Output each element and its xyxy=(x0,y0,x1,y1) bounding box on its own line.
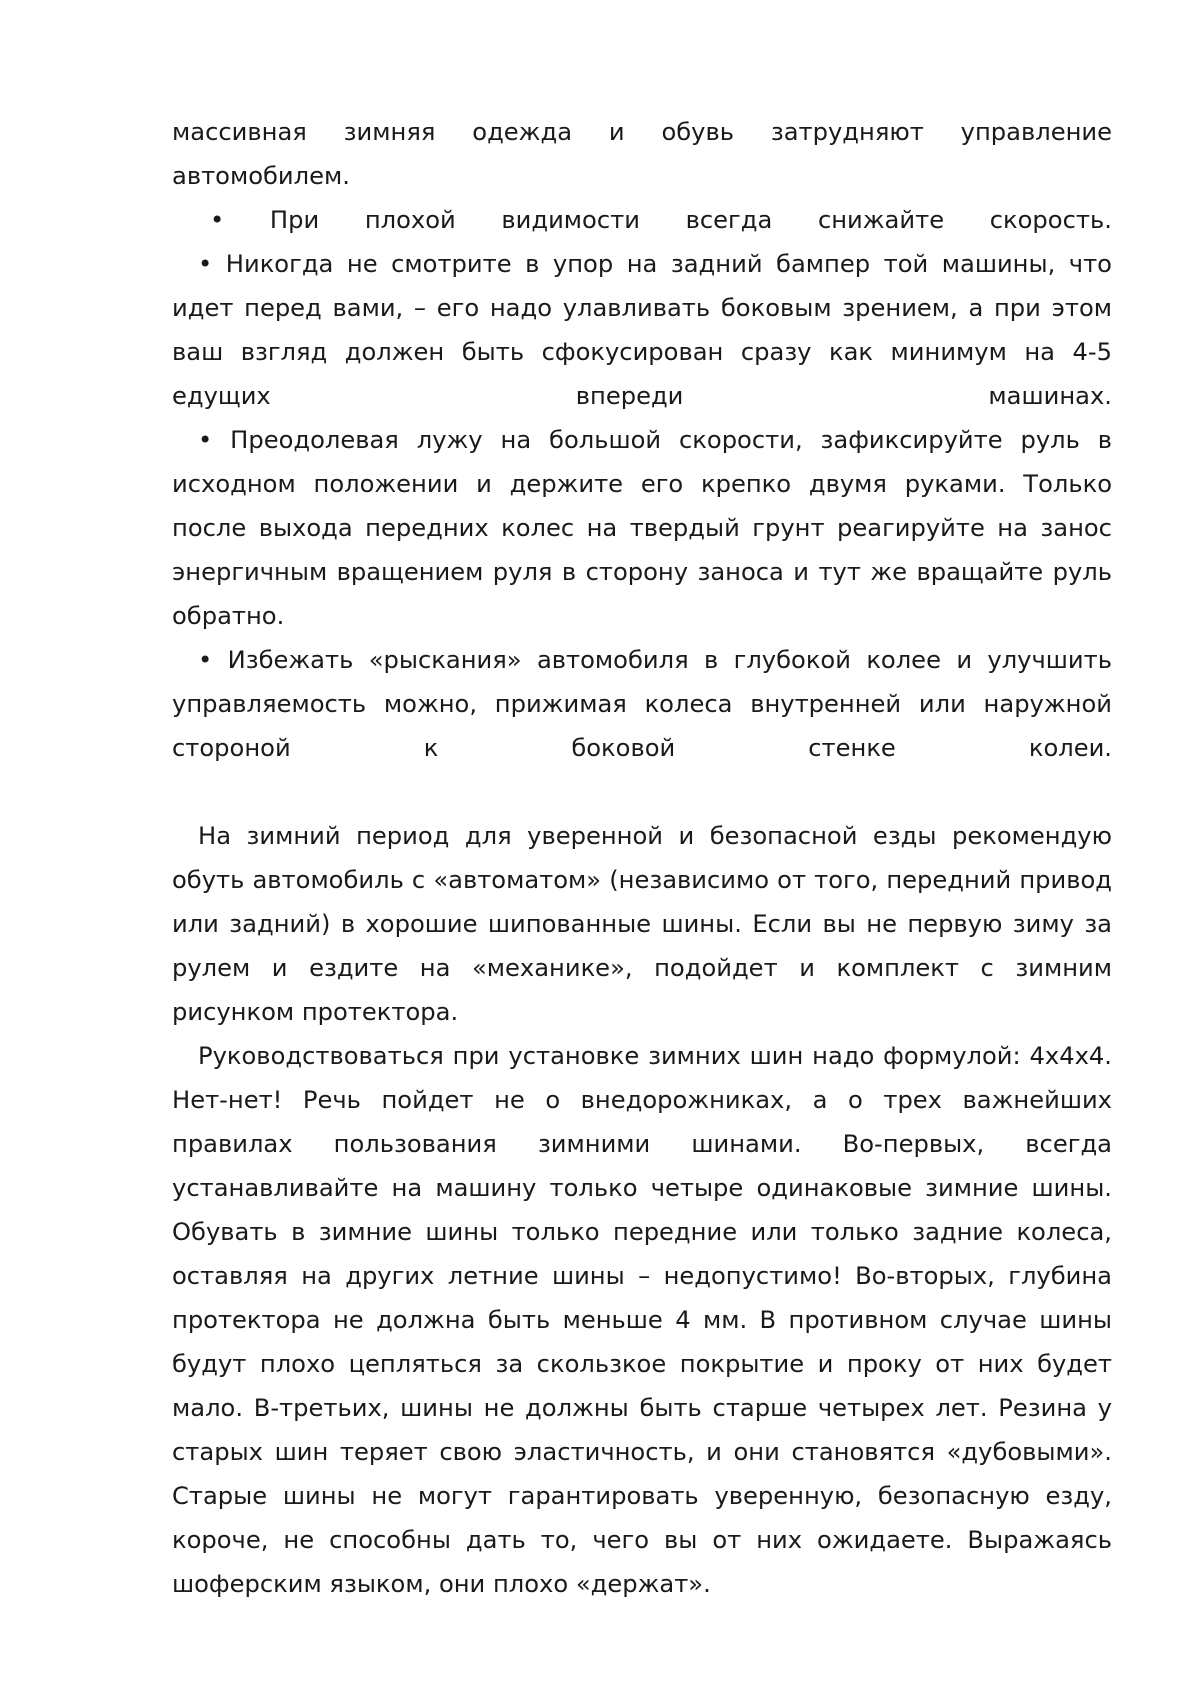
bullet-word: видимости xyxy=(501,206,640,234)
bullet-item-visibility xyxy=(172,198,1112,242)
bullet-word: плохой xyxy=(364,206,456,234)
bullet-word: скорость. xyxy=(989,206,1112,234)
bullet-word: При xyxy=(269,206,320,234)
bullet-marker: • xyxy=(210,206,225,234)
bullet-word: всегда xyxy=(685,206,773,234)
intro-line: массивная зимняя одежда и обувь затрудняют управление автомобилем. xyxy=(172,118,1112,190)
bullet-word: снижайте xyxy=(817,206,945,234)
bullet-item-rut: • Избежать «рыскания» автомобиля в глубокой колее и улучшить управляемость можно, прижимая колеса внутренней или наружной стороной к боковой стенке колеи. xyxy=(172,646,1112,762)
paragraph-4x4x4-rule: Руководствоваться при установке зимних шин надо формулой: 4х4х4. Нет-нет! Речь пойдет не о внедорожниках, а о трех важнейших правилах пользования зимними шинами. Во-первых, всегда устанавливайте на машину только четыре одинаковые зимние шины. Обувать в зимние шины только передние или только задние колеса, оставляя на других летние шины – недопустимо! Во-вторых, глубина протектора не должна быть меньше 4 мм. В противном случае шины будут плохо цепляться за скользкое покрытие и проку от них будет мало. В-третьих, шины не должны быть старше четырех лет. Резина у старых шин теряет свою эластичность, и они становятся «дубовыми». Старые шины не могут гарантировать уверенную, безопасную езду, короче, не способны дать то, чего вы от них ожидаете. Выражаясь шоферским языком, они плохо «держат». xyxy=(172,1042,1112,1598)
paragraph-winter-tires: На зимний период для уверенной и безопасной езды рекомендую обуть автомобиль с «автоматом» (независимо от того, передний привод или задний) в хорошие шипованные шины. Если вы не первую зиму за рулем и ездите на «механике», подойдет и комплект с зимним рисунком протектора. xyxy=(172,822,1112,1026)
bullet-item-bumper: • Никогда не смотрите в упор на задний бампер той машины, что идет перед вами, – его надо улавливать боковым зрением, а при этом ваш взгляд должен быть сфокусирован сразу как минимум на 4-5 едущих впереди машинах. xyxy=(172,250,1112,410)
bullet-item-puddle: • Преодолевая лужу на большой скорости, зафиксируйте руль в исходном положении и держите его крепко двумя руками. Только после выхода передних колес на твердый грунт реагируйте на занос энергичным вращением руля в сторону заноса и тут же вращайте руль обратно. xyxy=(172,426,1112,630)
document-page xyxy=(172,110,1112,1606)
paragraph-gap xyxy=(172,770,1112,814)
